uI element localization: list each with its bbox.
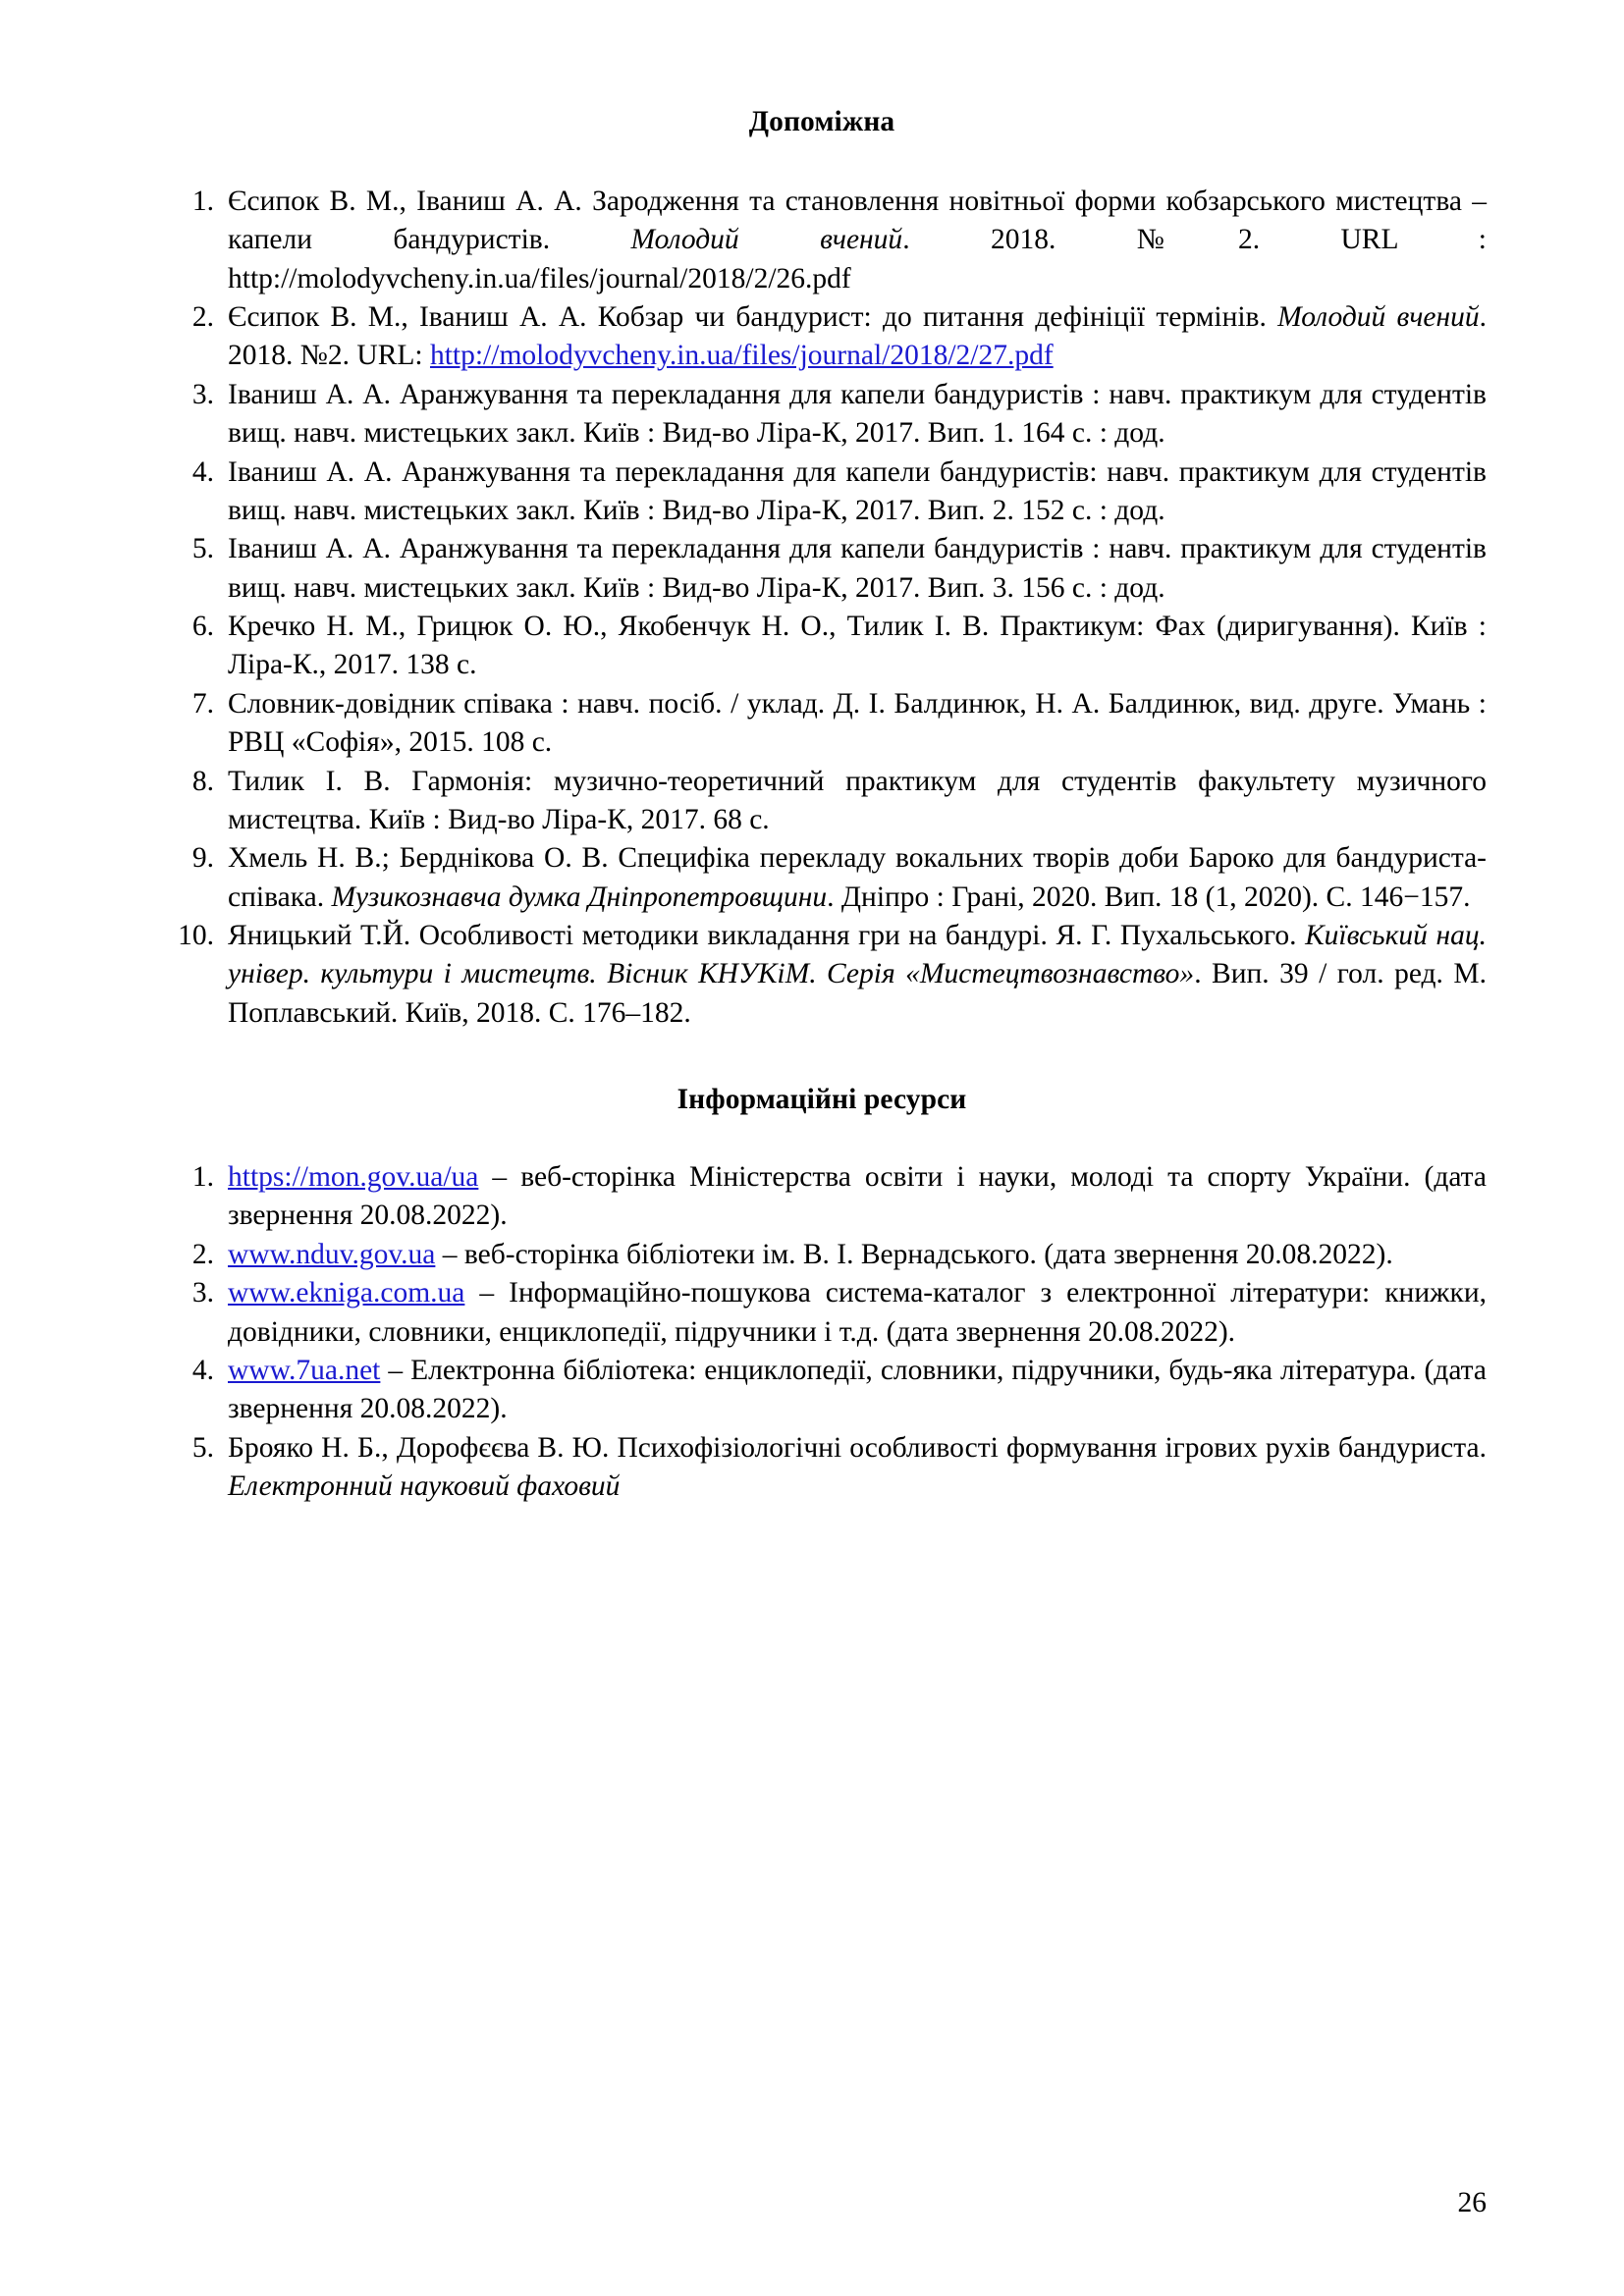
reference-item — [157, 763, 1487, 840]
reference-item-marker: 4. — [191, 455, 214, 488]
reference-text: . 2018. №2. URL: — [228, 301, 1487, 372]
reference-item-marker: 4. — [191, 1354, 214, 1386]
reference-text: Іваниш А. А. Аранжування та перекладання для капели бандуристів : навч. практикум для студентів вищ. навч. мистецьких закл. Київ : Вид-во Ліра-К, 2017. Вип. 1. 164 с. : дод. — [228, 378, 1487, 450]
reference-item-marker: 8. — [191, 765, 214, 797]
reference-text: . Дніпро : Грані, 2020. Вип. 18 (1, 2020). С. 146−157. — [827, 881, 1471, 913]
reference-text: Яницький Т.Й. Особливості методики викладання гри на бандурі. Я. Г. Пухальського. — [228, 920, 1306, 952]
section-heading-information-resources: Інформаційні ресурси — [677, 1084, 967, 1116]
reference-text: Хмель Н. В.; Берднікова О. В. Специфіка перекладу вокальних творів доби Бароко для бандуриста-співака. — [228, 842, 1487, 913]
page-number: 26 — [1457, 2187, 1487, 2218]
reference-list-auxiliary — [157, 183, 1487, 1033]
reference-item — [157, 376, 1487, 454]
reference-item-marker: 10. — [178, 920, 214, 952]
reference-item — [157, 608, 1487, 685]
reference-text: – веб-сторінка бібліотеки ім. В. І. Вернадського. (дата звернення 20.08.2022). — [435, 1238, 1393, 1270]
reference-text: Тилик І. В. Гармонія: музично-теоретичний практикум для студентів факультету музичного мистецтва. Київ : Вид-во Ліра-К, 2017. 68 с. — [228, 765, 1487, 835]
reference-title-italic: Київський нац. універ. культури і мистецтв. Вісник КНУКіМ. Серія «Мистецтвознавство» — [228, 920, 1487, 990]
reference-item — [157, 1236, 1487, 1274]
reference-item-marker: 3. — [191, 378, 214, 410]
reference-text: Єсипок В. М., Іваниш А. А. Кобзар чи бандурист: до питання дефініції термінів. — [228, 301, 1278, 334]
reference-text: – Інформаційно-пошукова система-каталог з електронної літератури: книжки, довідники, словники, енциклопедії, підручники і т.д. (дата звернення 20.08.2022). — [228, 1277, 1487, 1348]
reference-title-italic: Молодий вчений — [630, 224, 903, 256]
reference-item-marker: 1. — [191, 1161, 214, 1194]
reference-item — [157, 298, 1487, 376]
reference-text: Словник-довідник співака : навч. посіб. / уклад. Д. І. Балдинюк, Н. А. Балдинюк, вид. друге. Умань : РВЦ «Софія», 2015. 108 с. — [228, 687, 1487, 759]
reference-title-italic: Молодий вчений — [1277, 301, 1480, 334]
reference-link[interactable]: http://molodyvcheny.in.ua/files/journal/2018/2/27.pdf — [429, 340, 1054, 372]
reference-text: Іваниш А. А. Аранжування та перекладання для капели бандуристів : навч. практикум для студентів вищ. навч. мистецьких закл. Київ : Вид-во Ліра-К, 2017. Вип. 3. 156 с. : дод. — [228, 533, 1487, 604]
reference-item-marker: 6. — [191, 611, 214, 643]
reference-link[interactable]: https://mon.gov.ua/ua — [228, 1161, 479, 1194]
reference-item-marker: 2. — [191, 301, 214, 334]
reference-item — [157, 839, 1487, 917]
reference-item — [157, 530, 1487, 608]
reference-item-marker: 3. — [191, 1277, 214, 1309]
reference-link[interactable]: www.ekniga.com.ua — [228, 1277, 465, 1309]
reference-item-marker: 7. — [191, 687, 214, 720]
reference-link[interactable]: www.7ua.net — [228, 1354, 381, 1386]
reference-link[interactable]: www.nduv.gov.ua — [228, 1238, 436, 1270]
reference-item — [157, 183, 1487, 298]
reference-item-marker: 5. — [191, 533, 214, 565]
section-heading-auxiliary: Допоміжна — [748, 106, 895, 137]
reference-item-marker: 1. — [191, 185, 214, 217]
reference-title-italic: Електронний науковий фаховий — [228, 1470, 621, 1503]
reference-item-marker: 9. — [191, 842, 214, 875]
reference-item — [157, 1429, 1487, 1507]
reference-item — [157, 685, 1487, 763]
reference-item — [157, 1274, 1487, 1352]
reference-list-information-resources — [157, 1158, 1487, 1506]
reference-title-italic: Музикознавча думка Дніпропетровщини — [331, 881, 828, 913]
reference-item — [157, 917, 1487, 1033]
reference-text: Кречко Н. М., Грицюк О. Ю., Якобенчук Н. О., Тилик І. В. Практикум: Фах (диригування). Київ : Ліра-К., 2017. 138 с. — [228, 611, 1487, 681]
reference-text: – Електронна бібліотека: енциклопедії, словники, підручники, будь-яка література. (дата звернення 20.08.2022). — [228, 1354, 1487, 1425]
reference-text: Єсипок В. М., Іваниш А. А. Зародження та становлення новітньої форми кобзарського мистецтва – капели бандуристів. — [228, 185, 1487, 256]
reference-item — [157, 454, 1487, 531]
reference-item-marker: 5. — [191, 1431, 214, 1464]
reference-item — [157, 1352, 1487, 1429]
reference-item — [157, 1158, 1487, 1236]
reference-text: . 2018. №2. URL : http://molodyvcheny.in.ua/files/journal/2018/2/26.pdf — [228, 224, 1487, 294]
reference-text: – веб-сторінка Міністерства освіти і науки, молоді та спорту України. (дата звернення 20.08.2022). — [228, 1161, 1487, 1232]
reference-text: . Вип. 39 / гол. ред. М. Поплавський. Київ, 2018. С. 176–182. — [228, 958, 1488, 1029]
reference-text: Іваниш А. А. Аранжування та перекладання для капели бандуристів: навч. практикум для студентів вищ. навч. мистецьких закл. Київ : Вид-во Ліра-К, 2017. Вип. 2. 152 с. : дод. — [228, 455, 1487, 526]
reference-item-marker: 2. — [191, 1238, 214, 1270]
reference-text: Брояко Н. Б., Дорофєєва В. Ю. Психофізіологічні особливості формування ігрових рухів бандуриста. — [228, 1431, 1487, 1464]
